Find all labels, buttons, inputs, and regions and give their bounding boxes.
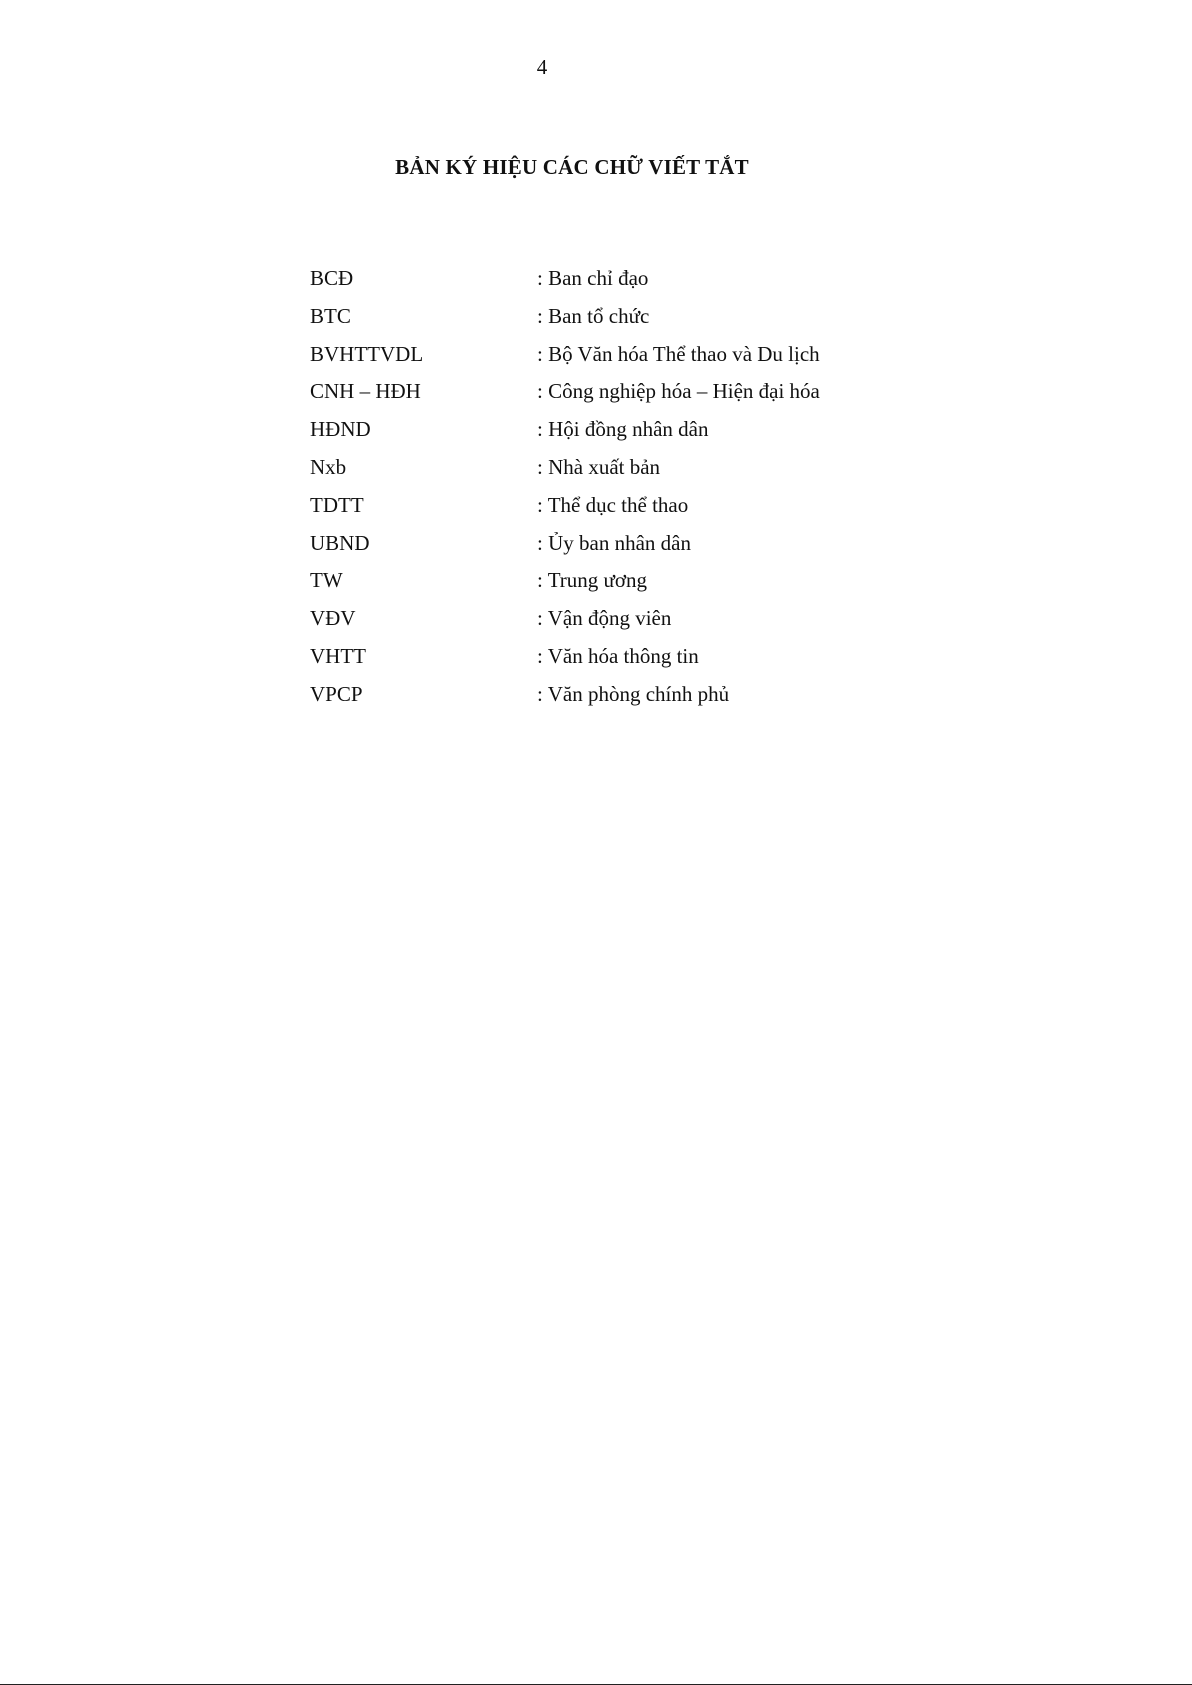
list-item <box>310 303 910 341</box>
abbreviation-term: CNH – HĐH <box>310 379 421 404</box>
abbreviation-term: VPCP <box>310 681 363 706</box>
abbreviation-term: BTC <box>310 303 351 328</box>
abbreviation-definition: : Nhà xuất bản <box>537 454 661 479</box>
abbreviation-term: Nxb <box>310 454 347 479</box>
abbreviation-list <box>310 265 910 719</box>
page-title: BẢN KÝ HIỆU CÁC CHỮ VIẾT TẮT <box>395 155 749 179</box>
abbreviation-definition: : Ủy ban nhân dân <box>537 530 691 555</box>
abbreviation-definition: : Ban chỉ đạo <box>537 266 649 290</box>
list-item <box>310 530 910 568</box>
abbreviation-term: BVHTTVDL <box>310 341 424 366</box>
abbreviation-definition: : Trung ương <box>537 568 648 593</box>
list-item <box>310 454 910 492</box>
abbreviation-term: TW <box>310 568 343 593</box>
list-item <box>310 567 910 605</box>
abbreviation-definition: : Bộ Văn hóa Thể thao và Du lịch <box>537 341 820 366</box>
list-item <box>310 643 910 681</box>
page-number: 4 <box>536 55 548 79</box>
abbreviation-term: HĐND <box>310 417 371 442</box>
list-item <box>310 492 910 530</box>
abbreviation-definition: : Vận động viên <box>537 606 672 631</box>
abbreviation-term: VĐV <box>310 606 356 631</box>
abbreviation-term: VHTT <box>310 643 366 668</box>
abbreviation-definition: : Ban tổ chức <box>537 303 650 328</box>
list-item <box>310 681 910 719</box>
list-item <box>310 265 910 303</box>
abbreviation-definition: : Văn phòng chính phủ <box>537 681 730 706</box>
list-item <box>310 605 910 643</box>
abbreviation-term: BCĐ <box>310 266 354 290</box>
list-item <box>310 416 910 454</box>
abbreviation-definition: : Thể dục thể thao <box>537 492 689 517</box>
list-item <box>310 378 910 416</box>
abbreviation-definition: : Công nghiệp hóa – Hiện đại hóa <box>537 379 820 404</box>
abbreviation-term: TDTT <box>310 492 364 517</box>
abbreviation-definition: : Văn hóa thông tin <box>537 643 699 668</box>
abbreviation-term: UBND <box>310 530 370 555</box>
list-item <box>310 341 910 379</box>
abbreviation-definition: : Hội đồng nhân dân <box>537 417 709 442</box>
